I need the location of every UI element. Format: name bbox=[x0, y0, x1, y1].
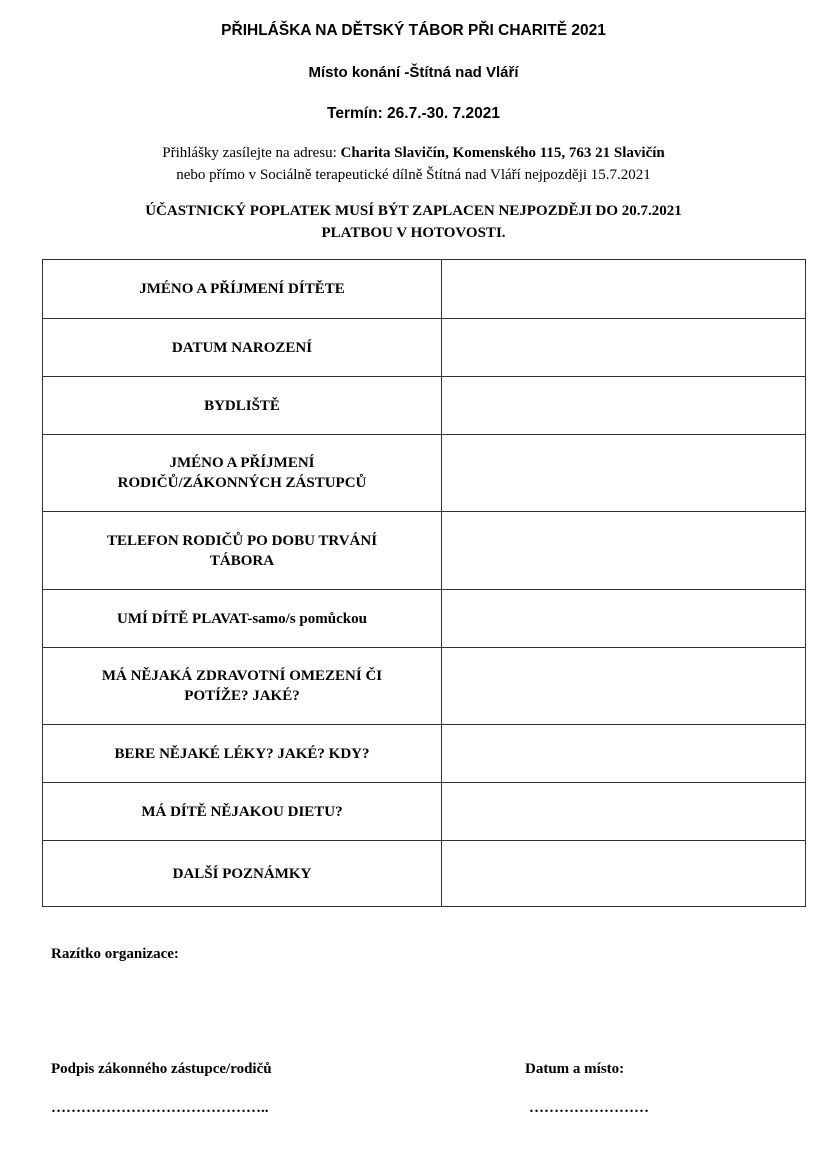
parents-phone-field[interactable] bbox=[442, 512, 806, 590]
table-row bbox=[43, 725, 806, 783]
address-prefix: Přihlášky zasílejte na adresu: bbox=[162, 145, 341, 161]
date-place-line[interactable]: …………………… bbox=[529, 1100, 649, 1116]
notes-field[interactable] bbox=[442, 841, 806, 907]
form-title: PŘIHLÁŠKA NA DĚTSKÝ TÁBOR PŘI CHARITĚ 2021 bbox=[221, 22, 606, 39]
row-label-notes: DALŠÍ POZNÁMKY bbox=[43, 841, 442, 907]
medication-field[interactable] bbox=[442, 725, 806, 783]
table-row bbox=[43, 590, 806, 648]
venue-line: Místo konání -Štítná nad Vláří bbox=[308, 64, 519, 81]
row-label-medication: BERE NĚJAKÉ LÉKY? JAKÉ? KDY? bbox=[43, 725, 442, 783]
table-row bbox=[43, 260, 806, 319]
row-label-health-limits: MÁ NĚJAKÁ ZDRAVOTNÍ OMEZENÍ ČI POTÍŽE? JAKÉ? bbox=[43, 648, 442, 725]
table-row bbox=[43, 841, 806, 907]
table-row bbox=[43, 512, 806, 590]
term-line: Termín: 26.7.-30. 7.2021 bbox=[327, 105, 500, 122]
row-label-child-name: JMÉNO A PŘÍJMENÍ DÍTĚTE bbox=[43, 260, 442, 319]
birth-date-field[interactable] bbox=[442, 319, 806, 377]
row-label-birth-date: DATUM NAROZENÍ bbox=[43, 319, 442, 377]
row-label-parents-name: JMÉNO A PŘÍJMENÍ RODIČŮ/ZÁKONNÝCH ZÁSTUPCŮ bbox=[43, 435, 442, 512]
residence-field[interactable] bbox=[442, 377, 806, 435]
signature-label: Podpis zákonného zástupce/rodičů bbox=[51, 1061, 272, 1077]
row-label-diet: MÁ DÍTĚ NĚJAKOU DIETU? bbox=[43, 783, 442, 841]
stamp-label: Razítko organizace: bbox=[51, 946, 179, 962]
fee-line-1: ÚČASTNICKÝ POPLATEK MUSÍ BÝT ZAPLACEN NEJPOZDĚJI DO 20.7.2021 bbox=[145, 203, 682, 219]
table-row bbox=[43, 783, 806, 841]
address-line bbox=[0, 145, 827, 162]
signature-line[interactable]: …………………………………….. bbox=[51, 1100, 269, 1116]
swimming-field[interactable] bbox=[442, 590, 806, 648]
row-label-residence: BYDLIŠTĚ bbox=[43, 377, 442, 435]
row-label-swimming: UMÍ DÍTĚ PLAVAT-samo/s pomůckou bbox=[43, 590, 442, 648]
parents-name-field[interactable] bbox=[442, 435, 806, 512]
fee-line-2: PLATBOU V HOTOVOSTI. bbox=[321, 225, 506, 241]
diet-field[interactable] bbox=[442, 783, 806, 841]
application-form-table bbox=[42, 259, 806, 907]
health-limits-field[interactable] bbox=[442, 648, 806, 725]
child-name-field[interactable] bbox=[442, 260, 806, 319]
table-row bbox=[43, 435, 806, 512]
table-row bbox=[43, 319, 806, 377]
table-row bbox=[43, 648, 806, 725]
table-row bbox=[43, 377, 806, 435]
deadline-line: nebo přímo v Sociálně terapeutické dílně Štítná nad Vláří nejpozději 15.7.2021 bbox=[176, 167, 651, 183]
address-bold: Charita Slavičín, Komenského 115, 763 21 Slavičín bbox=[340, 145, 665, 161]
row-label-parents-phone: TELEFON RODIČŮ PO DOBU TRVÁNÍ TÁBORA bbox=[43, 512, 442, 590]
date-place-label: Datum a místo: bbox=[525, 1061, 625, 1077]
